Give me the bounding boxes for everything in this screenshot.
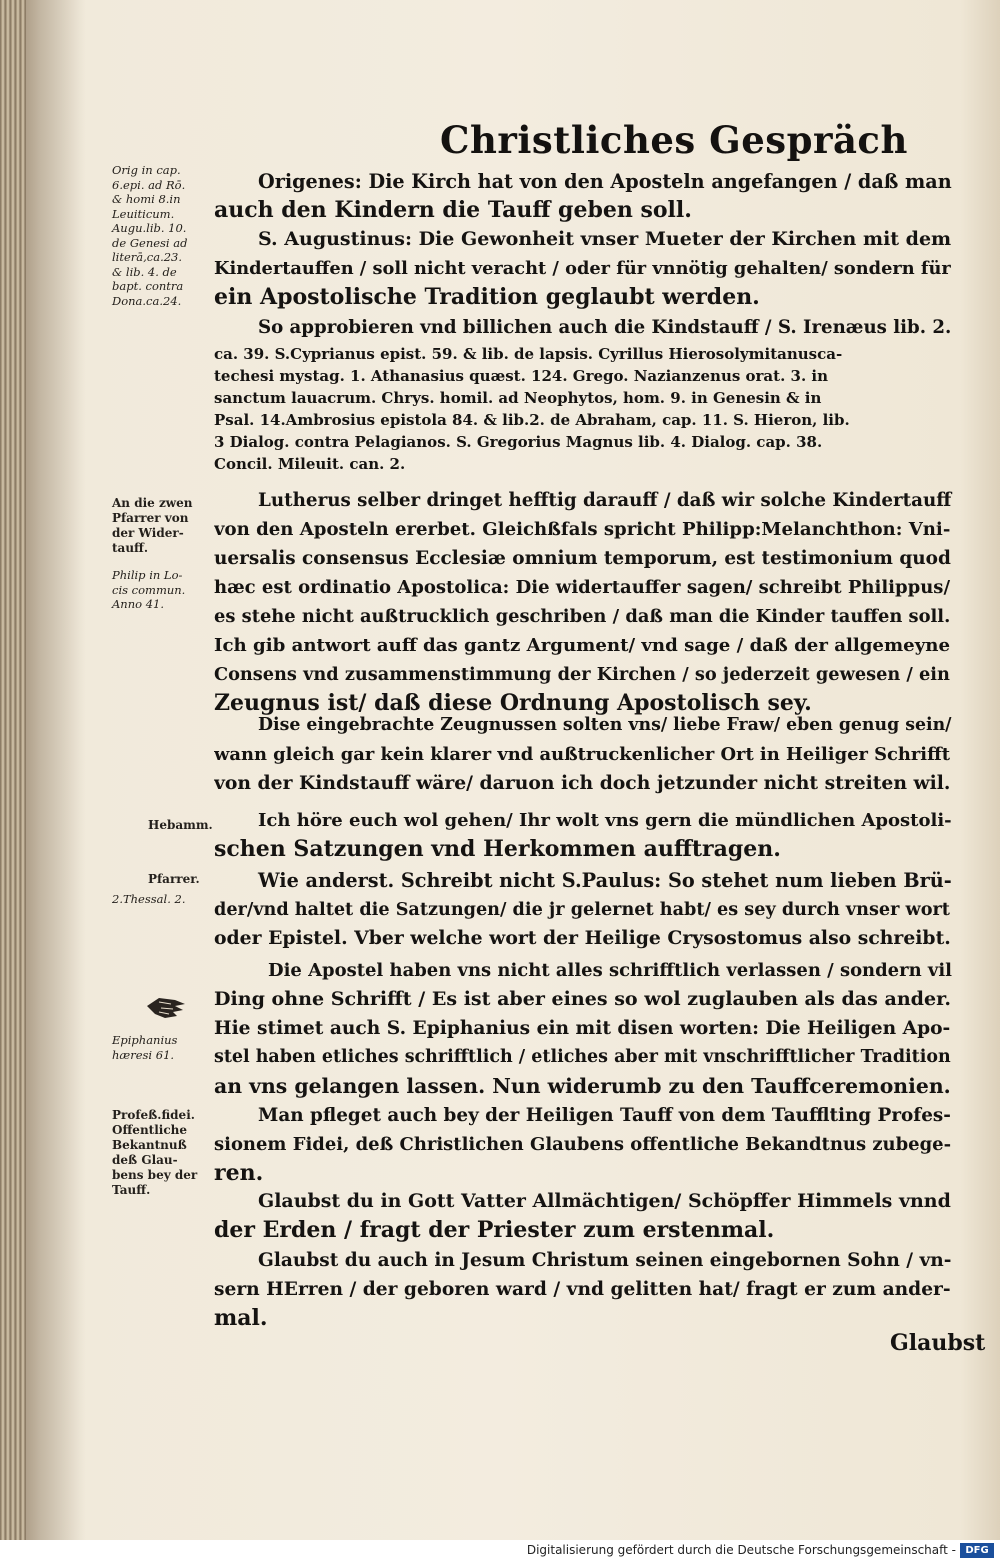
paragraph [214, 225, 966, 312]
text-line: von den Aposteln ererbet. Gleichßfals spricht Philipp:Melanchthon: Vni- [214, 519, 951, 540]
text-line: auch den Kindern die Tauff geben soll. [214, 197, 692, 223]
paragraph [214, 313, 966, 342]
margin-note-line: & homi 8.in [112, 192, 181, 206]
margin-note-line: bens bey der [112, 1168, 198, 1182]
margin-note-line: bapt. contra [112, 279, 184, 293]
digitization-footer [0, 1540, 1000, 1561]
margin-note-line: Dona.ca.24. [112, 293, 182, 308]
paragraph [214, 1246, 966, 1333]
margin-note-line: & lib. 4. de [112, 264, 177, 279]
paragraph [214, 1187, 966, 1245]
text-line: Wie anderst. Schreibt nicht S.Paulus: So stehet num lieben Brü- [258, 869, 952, 892]
margin-note-line: Orig in cap. [112, 163, 181, 177]
text-line: Zeugnus ist/ daß diese Ordnung Apostolisch sey. [214, 690, 812, 716]
margin-note-line: Augu.lib. 10. [112, 221, 187, 235]
text-line: uersalis consensus Ecclesiæ omnium temporum, est testimonium quod [214, 548, 951, 569]
text-line: So approbieren vnd billichen auch die Kindstauff / S. Irenæus lib. 2. [258, 317, 952, 338]
margin-note-line: cis commun. [112, 582, 186, 597]
text-line: ca. 39. S.Cyprianus epist. 59. & lib. de lapsis. Cyrillus Hierosolymitanusca- [214, 345, 843, 363]
text-line: Man pfleget auch bey der Heiligen Tauff von dem Taufflting Profes- [258, 1105, 951, 1126]
margin-note-line: An die zwen [112, 496, 193, 510]
text-line: Ding ohne Schrifft / Es ist aber eines so wol zuglauben als das ander. [214, 988, 952, 1010]
text-line: Ich gib antwort auff das gantz Argument/ vnd sage / daß der allgemeyne [214, 635, 950, 656]
text-line: sern HErren / der geboren ward / vnd gelitten hat/ fragt er zum ander- [214, 1279, 951, 1300]
margin-note-line: Pfarrer. [148, 872, 200, 886]
text-line: mal. [214, 1305, 268, 1331]
running-title: Christliches Gespräch [440, 118, 908, 162]
margin-note-line: deß Glau- [112, 1153, 178, 1167]
text-line: Hie stimet auch S. Epiphanius ein mit disen worten: Die Heiligen Apo- [214, 1018, 951, 1039]
margin-note-line: Bekantnuß [112, 1138, 187, 1152]
gutter-shadow [26, 0, 86, 1561]
margin-note-line: de Genesi ad [112, 235, 188, 250]
text-line: Concil. Mileuit. can. 2. [214, 455, 406, 473]
catchword: Glaubst [890, 1330, 986, 1356]
margin-note-line: literā,ca.23. [112, 250, 183, 264]
text-line: es stehe nicht außtrucklich geschriben / daß man die Kinder tauffen soll. [214, 606, 951, 627]
text-line: Psal. 14.Ambrosius epistola 84. & lib.2. de Abraham, cap. 11. S. Hieron, lib. [214, 411, 850, 429]
text-line: Glaubst du in Gott Vatter Allmächtigen/ Schöpffer Himmels vnnd [258, 1190, 951, 1212]
paragraph [214, 343, 966, 475]
margin-note-line: der Wider- [112, 526, 184, 540]
text-line: sanctum lauacrum. Chrys. homil. ad Neophytos, hom. 9. in Genesin & in [214, 389, 822, 407]
text-line: Dise eingebrachte Zeugnussen solten vns/ liebe Fraw/ eben genug sein/ [258, 715, 952, 735]
margin-note-line: hæresi 61. [112, 1047, 175, 1062]
text-line: sionem Fidei, deß Christlichen Glaubens offentliche Bekandtnus zubege- [214, 1134, 952, 1155]
text-line: hæc est ordinatio Apostolica: Die widertauffer sagen/ schreibt Philippus/ [214, 577, 951, 598]
margin-note-line: Profeß.fidei. [112, 1108, 195, 1122]
text-line: von der Kindstauff wäre/ daruon ich doch jetzunder nicht streiten wil. [214, 772, 951, 794]
paragraph [214, 866, 966, 953]
text-line: Ich höre euch wol gehen/ Ihr wolt vns gern die mündlichen Apostoli- [258, 810, 952, 831]
paragraph [214, 486, 966, 718]
margin-note-line: Philip in Lo- [112, 568, 183, 582]
margin-note-line: tauff. [112, 541, 149, 555]
text-line: an vns gelangen lassen. Nun widerumb zu den Tauffceremonien. [214, 1074, 951, 1098]
margin-note-line: Epiphanius [112, 1033, 178, 1047]
text-line: Glaubst du auch in Jesum Christum seinen eingebornen Sohn / vn- [258, 1250, 952, 1271]
margin-note [112, 568, 212, 612]
text-line: oder Epistel. Vber welche wort der Heilige Crysostomus also schreibt. [214, 927, 951, 949]
text-line: ren. [214, 1160, 264, 1186]
footer-credit-text: Digitalisierung gefördert durch die Deutsche Forschungsgemeinschaft - [526, 1543, 956, 1557]
margin-note [148, 872, 248, 887]
paragraph [214, 1101, 966, 1188]
margin-note-line: Tauff. [112, 1183, 151, 1197]
text-line: ein Apostolische Tradition geglaubt werden. [214, 284, 760, 310]
pointing-hand-icon [145, 992, 187, 1022]
text-line: S. Augustinus: Die Gewonheit vnser Mueter der Kirchen mit dem [258, 228, 952, 250]
margin-note-line: Leuiticum. [112, 206, 175, 221]
margin-note-line: Hebamm. [148, 818, 213, 832]
text-line: stel haben etliches schrifftlich / etliches aber mit vnschrifftlicher Tradition [214, 1047, 951, 1067]
paragraph [214, 711, 966, 798]
margin-note [112, 1108, 212, 1198]
margin-note-line: Anno 41. [112, 597, 164, 611]
text-line: 3 Dialog. contra Pelagianos. S. Gregorius Magnus lib. 4. Dialog. cap. 38. [214, 433, 823, 451]
margin-note-line: Offentliche [112, 1123, 187, 1137]
text-line: Origenes: Die Kirch hat von den Aposteln angefangen / daß man [258, 170, 952, 193]
paragraph [214, 167, 966, 225]
margin-note-line: 6.epi. ad Rō. [112, 177, 186, 192]
margin-note-line: Pfarrer von [112, 511, 189, 525]
text-line: techesi mystag. 1. Athanasius quæst. 124. Grego. Nazianzenus orat. 3. in [214, 367, 829, 385]
margin-note-line: 2.Thessal. 2. [112, 892, 186, 906]
text-line: schen Satzungen vnd Herkommen aufftragen. [214, 836, 781, 862]
margin-note [148, 818, 248, 833]
text-line: wann gleich gar kein klarer vnd außtruckenlicher Ort in Heiliger Schrifft [214, 744, 951, 765]
margin-note [112, 892, 212, 907]
paragraph [214, 806, 966, 864]
margin-note [112, 1033, 212, 1062]
text-line: der Erden / fragt der Priester zum erstenmal. [214, 1217, 775, 1243]
text-line: Kindertauffen / soll nicht veracht / oder für vnnötig gehalten/ sondern für [214, 258, 951, 279]
margin-note [112, 496, 212, 556]
book-binding-edge [0, 0, 26, 1561]
text-line: der/vnd haltet die Satzungen/ die jr gelernet habt/ es sey durch vnser wort [214, 899, 950, 920]
dfg-logo: DFG [960, 1543, 994, 1558]
margin-note [112, 163, 212, 308]
text-line: Lutherus selber dringet hefftig darauff / daß wir solche Kindertauff [258, 490, 952, 511]
text-line: Consens vnd zusammenstimmung der Kirchen / so jederzeit gewesen / ein [214, 664, 950, 685]
paragraph [214, 956, 966, 1101]
text-line: Die Apostel haben vns nicht alles schrifftlich verlassen / sondern vil [268, 960, 952, 981]
